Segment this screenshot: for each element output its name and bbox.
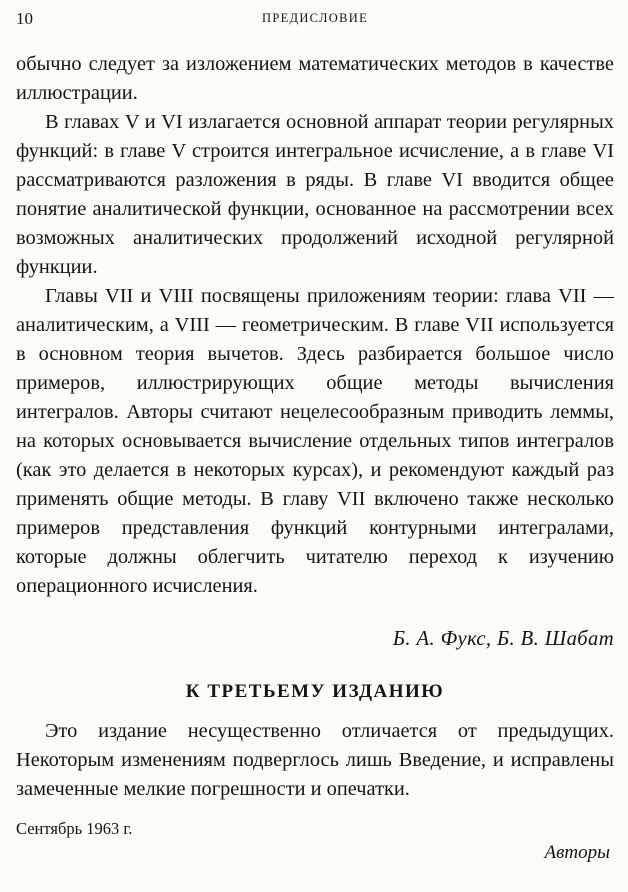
page-header [16, 0, 614, 32]
paragraph-chapters-v-vi: В главах V и VI излагается основной аппарат теории регулярных функций: в главе V строится интегральное исчисление, а в главе VI рассматриваются разложения в ряды. В главе VI вводится общее понятие аналитической функции, основанное на рассмотрении всех возможных аналитических продолжений исходной регулярной функции. [16, 111, 614, 278]
running-title: ПРЕДИСЛОВИЕ [262, 11, 368, 25]
section-heading: К ТРЕТЬЕМУ ИЗДАНИЮ [185, 681, 445, 702]
page-number: 10 [16, 9, 33, 28]
paragraph-chapters-vii-viii: Главы VII и VIII посвящены приложениям теории: глава VII — аналитическим, а VIII — геометрическим. В главе VII используется в основном теория вычетов. Здесь разбирается большое число примеров, иллюстрирующих общие методы вычисления интегралов. Авторы считают нецелесообразным приводить леммы, на которых основывается вычисление отдельных типов интегралов (как это делается в некоторых курсах), и рекомендуют каждый раз применять общие методы. В главу VII включено также несколько примеров представления функций контурными интегралами, которые должны облегчить читателю переход к изучению операционного исчисления. [16, 285, 614, 597]
paragraph-continuation: обычно следует за изложением математических методов в качестве иллюстрации. [16, 53, 614, 104]
date-line: Сентябрь 1963 г. [16, 819, 133, 838]
third-edition-paragraph: Это издание несущественно отличается от предыдущих. Некоторым изменениям подверглось лишь Введение, и исправлены замеченные мелкие погрешности и опечатки. [16, 720, 614, 800]
authors-closing: Авторы [544, 842, 610, 863]
body-text [16, 50, 614, 601]
authors-signature: Б. А. Фукс, Б. В. Шабат [392, 628, 614, 650]
